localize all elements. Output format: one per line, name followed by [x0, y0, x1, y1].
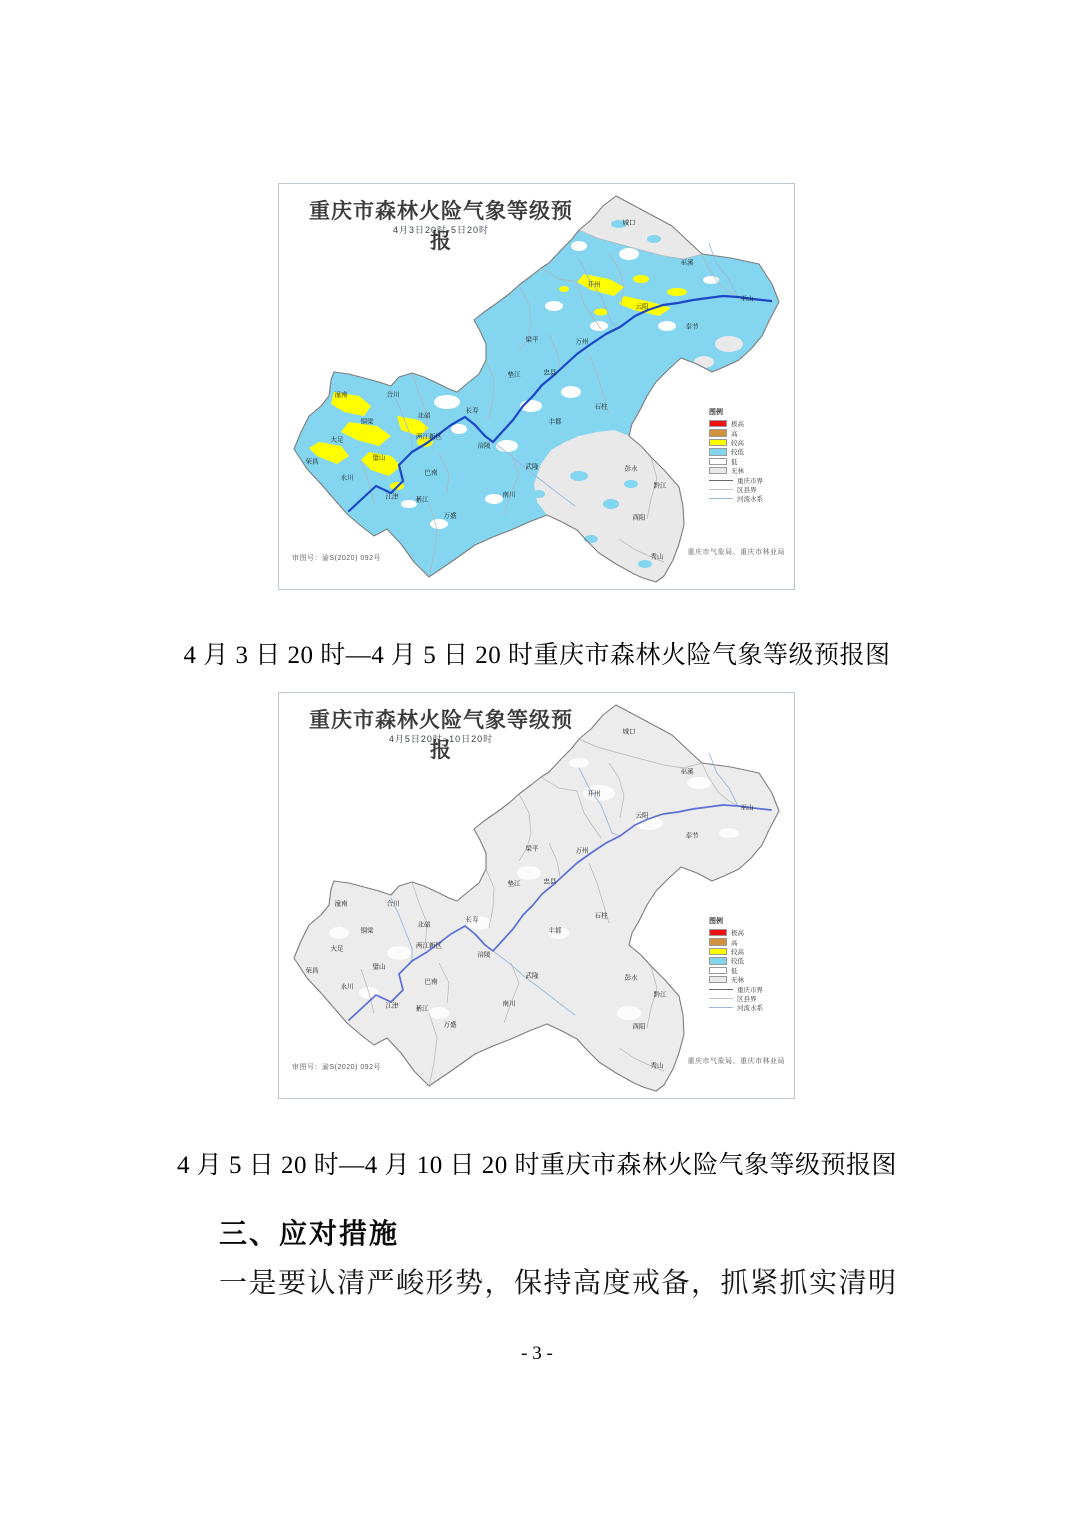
map-caption-1: 4 月 3 日 20 时—4 月 5 日 20 时重庆市森林火险气象等级预报图: [183, 642, 891, 669]
legend-row: [709, 994, 791, 1003]
lower-risk-patch: [603, 499, 619, 509]
district-label: 万盛: [443, 512, 457, 520]
low-risk-patch: [619, 248, 639, 260]
district-label: 铜梁: [360, 418, 374, 426]
higher-risk-patch: [667, 288, 687, 296]
legend-swatch: [709, 429, 727, 437]
district-label: 彭水: [624, 974, 638, 982]
district-label: 开州: [587, 790, 601, 798]
district-label: 丰都: [548, 418, 562, 426]
district-label: 云阳: [635, 812, 649, 820]
legend-label: 区县界: [737, 486, 757, 494]
district-label: 璧山: [372, 963, 386, 971]
low-risk-patch: [617, 1006, 641, 1020]
district-label: 黔江: [653, 482, 667, 490]
legend-swatch: [709, 967, 727, 975]
district-label: 涪陵: [477, 442, 491, 450]
low-risk-patch: [659, 937, 679, 949]
map-legend: [707, 406, 791, 506]
district-label: 城口: [622, 728, 636, 736]
legend-row: [709, 937, 791, 946]
district-label: 两江新区: [416, 433, 442, 441]
district-label: 铜梁: [360, 927, 374, 935]
district-label: 垫江: [507, 371, 521, 379]
map-legend: [707, 915, 791, 1015]
district-label: 酉阳: [632, 1023, 646, 1031]
legend-label: 较低: [731, 958, 744, 966]
district-label: 彭水: [624, 465, 638, 473]
district-label: 万盛: [443, 1021, 457, 1029]
legend-label: 低: [731, 458, 738, 466]
legend-swatch: [709, 929, 727, 937]
low-risk-patch: [658, 321, 676, 331]
legend-line-sample: [709, 489, 733, 490]
low-risk-patch: [687, 777, 711, 789]
district-label: 万州: [575, 338, 589, 346]
district-label: 秀山: [650, 1062, 664, 1070]
nonforest-patch: [715, 336, 743, 352]
district-label: 北碚: [417, 921, 431, 929]
district-label: 江津: [385, 1002, 399, 1010]
district-label: 长寿: [465, 916, 479, 924]
legend-label: 高: [731, 430, 738, 438]
map-approval-number: 审图号：渝S(2020) 092号: [292, 1064, 382, 1071]
map-caption-2: 4 月 5 日 20 时—4 月 10 日 20 时重庆市森林火险气象等级预报图: [176, 1152, 897, 1179]
map-subtitle: 4月5日20时~10日20时: [388, 734, 494, 744]
low-risk-patch: [517, 866, 541, 880]
low-risk-patch: [496, 440, 518, 452]
legend-row: [709, 447, 791, 456]
legend-header: 图例: [709, 918, 723, 925]
legend-label: 重庆市界: [737, 477, 763, 485]
higher-risk-patch: [633, 275, 649, 283]
legend-swatch: [709, 957, 727, 965]
low-risk-patch: [485, 494, 503, 504]
legend-label: 较高: [731, 439, 744, 447]
district-label: 垫江: [507, 880, 521, 888]
legend-row: [709, 428, 791, 437]
legend-row: [709, 475, 791, 484]
higher-risk-patch: [374, 431, 384, 437]
lower-risk-patch: [611, 220, 627, 228]
map-agency-credit: 重庆市气象局、重庆市林业局: [687, 549, 785, 556]
legend-label: 重庆市界: [737, 986, 763, 994]
lower-risk-patch: [624, 480, 638, 488]
district-label: 綦江: [415, 1005, 429, 1013]
district-label: 武隆: [525, 463, 539, 471]
district-label: 巫溪: [680, 259, 694, 267]
district-label: 巴南: [424, 469, 438, 477]
district-label: 南川: [502, 1000, 516, 1008]
legend-swatch: [709, 439, 727, 447]
district-label: 长寿: [465, 407, 479, 415]
district-label: 永川: [340, 474, 354, 482]
lower-risk-patch: [533, 490, 545, 498]
district-label: 石柱: [594, 912, 608, 920]
section-heading: 三、应对措施: [219, 1218, 400, 1249]
legend-line-sample: [709, 498, 733, 499]
legend-label: 高: [731, 939, 738, 947]
district-label: 巫山: [740, 804, 754, 812]
district-label: 武隆: [525, 972, 539, 980]
legend-row: [709, 984, 791, 993]
nonforest-patch: [694, 356, 714, 368]
legend-label: 极高: [731, 930, 744, 938]
legend-label: 无林: [731, 977, 744, 985]
lower-risk-patch: [570, 471, 588, 481]
district-label: 大足: [330, 436, 344, 444]
district-label: 潼南: [334, 900, 348, 908]
legend-label: 区县界: [737, 995, 757, 1003]
legend-swatch: [709, 458, 727, 466]
legend-line-sample: [709, 480, 733, 481]
higher-risk-patch: [559, 286, 569, 292]
district-label: 大足: [330, 945, 344, 953]
legend-label: 无林: [731, 468, 744, 476]
map-agency-credit: 重庆市气象局、重庆市林业局: [687, 1058, 785, 1065]
district-label: 荣昌: [305, 458, 319, 466]
low-risk-patch: [434, 395, 460, 409]
low-risk-patch: [549, 927, 569, 939]
low-risk-patch: [401, 500, 417, 508]
legend-swatch: [709, 938, 727, 946]
legend-swatch: [709, 420, 727, 428]
district-label: 江津: [385, 493, 399, 501]
district-label: 酉阳: [632, 514, 646, 522]
legend-swatch: [709, 467, 727, 475]
district-label: 璧山: [372, 454, 386, 462]
district-label: 巫溪: [680, 768, 694, 776]
district-label: 万州: [575, 847, 589, 855]
district-label: 合川: [386, 900, 400, 908]
district-label: 城口: [622, 219, 636, 227]
district-label: 梁平: [525, 845, 539, 853]
legend-row: [709, 457, 791, 466]
low-risk-patch: [719, 828, 739, 838]
map-title: 重庆市森林火险气象等级预报: [309, 708, 573, 762]
legend-row: [709, 494, 791, 503]
legend-line-sample: [709, 989, 733, 990]
district-label: 永川: [340, 983, 354, 991]
legend-row: [709, 928, 791, 937]
legend-label: 较低: [731, 449, 744, 457]
lower-risk-patch: [638, 560, 652, 568]
legend-swatch: [709, 976, 727, 984]
district-label: 石柱: [594, 403, 608, 411]
body-paragraph: 一是要认清严峻形势，保持高度戒备，抓紧抓实清明: [219, 1268, 898, 1299]
district-label: 涪陵: [477, 951, 491, 959]
page-number: - 3 -: [521, 1343, 553, 1364]
forecast-map-figure-2: [278, 692, 795, 1099]
forecast-map-figure-1: [278, 183, 795, 590]
higher-risk-patch: [349, 406, 359, 412]
low-risk-patch: [430, 519, 448, 529]
legend-row: [709, 1003, 791, 1012]
legend-line-sample: [709, 998, 733, 999]
legend-row: [709, 975, 791, 984]
legend-label: 极高: [731, 421, 744, 429]
low-risk-patch: [545, 301, 563, 311]
lower-risk-patch: [584, 535, 598, 543]
legend-label: 较高: [731, 948, 744, 956]
low-risk-patch: [451, 424, 467, 434]
district-label: 忠县: [543, 369, 557, 377]
district-label: 忠县: [543, 878, 557, 886]
district-label: 巫山: [740, 295, 754, 303]
legend-header: 图例: [709, 409, 723, 416]
legend-row: [709, 438, 791, 447]
legend-row: [709, 947, 791, 956]
district-label: 丰都: [548, 927, 562, 935]
low-risk-patch: [467, 916, 491, 930]
legend-row: [709, 956, 791, 965]
district-label: 两江新区: [416, 942, 442, 950]
district-label: 巴南: [424, 978, 438, 986]
legend-row: [709, 466, 791, 475]
legend-label: 低: [731, 967, 738, 975]
district-label: 云阳: [635, 303, 649, 311]
district-label: 合川: [386, 391, 400, 399]
district-label: 南川: [502, 491, 516, 499]
map-approval-number: 审图号：渝S(2020) 092号: [292, 555, 382, 562]
low-risk-patch: [387, 946, 411, 960]
legend-label: 河流水系: [737, 1005, 763, 1013]
district-label: 北碚: [417, 412, 431, 420]
legend-label: 河流水系: [737, 496, 763, 504]
lower-risk-patch: [647, 235, 661, 243]
district-label: 开州: [587, 281, 601, 289]
district-label: 潼南: [334, 391, 348, 399]
low-risk-patch: [329, 927, 349, 939]
legend-swatch: [709, 948, 727, 956]
district-label: 秀山: [650, 553, 664, 561]
district-label: 奉节: [685, 832, 699, 840]
low-risk-patch: [561, 386, 581, 398]
district-label: 綦江: [415, 496, 429, 504]
district-label: 奉节: [685, 323, 699, 331]
low-risk-patch: [429, 1007, 449, 1019]
legend-line-sample: [709, 1007, 733, 1008]
legend-row: [709, 966, 791, 975]
district-label: 梁平: [525, 336, 539, 344]
map-title: 重庆市森林火险气象等级预报: [309, 199, 573, 253]
legend-row: [709, 419, 791, 428]
legend-row: [709, 485, 791, 494]
legend-swatch: [709, 448, 727, 456]
district-label: 荣昌: [305, 967, 319, 975]
district-label: 黔江: [653, 991, 667, 999]
map-subtitle: 4月3日20时-5日20时: [392, 225, 490, 235]
low-risk-patch: [461, 350, 481, 362]
low-risk-patch: [583, 785, 615, 801]
